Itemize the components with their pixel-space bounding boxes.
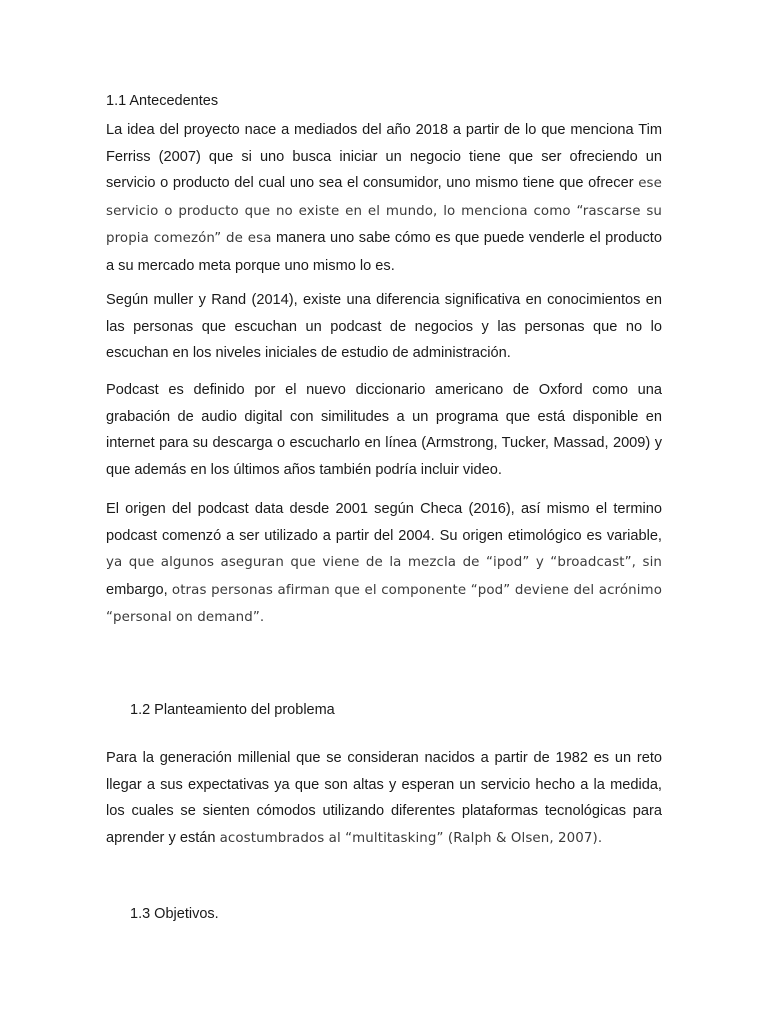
paragraph-text-light: otras personas afirman que el componente “pod” deviene del acrónimo “personal on demand”.	[106, 582, 662, 626]
paragraph-text-light: ese servicio o producto que no existe en el mundo, lo menciona como “rascarse su propia comezón” de esa	[106, 176, 662, 247]
section-heading-antecedentes: 1.1 Antecedentes	[106, 93, 219, 109]
paragraph-text: manera uno sabe cómo es que puede venderle el producto a su mercado meta porque uno mismo lo es.	[106, 230, 662, 274]
paragraph-text: El origen del podcast data desde 2001 según Checa (2016), así mismo el termino podcast comenzó a ser utilizado a partir del 2004. Su origen etimológico es variable,	[106, 501, 662, 544]
paragraph-text: embargo,	[106, 581, 168, 598]
paragraph-antecedentes-1	[106, 117, 662, 280]
paragraph-planteamiento-1	[106, 745, 662, 852]
paragraph-antecedentes-4	[106, 496, 662, 632]
paragraph-text-light: ya que algunos aseguran que viene de la mezcla de “ipod” y “broadcast”, sin	[106, 555, 662, 571]
paragraph-text: La idea del proyecto nace a mediados del año 2018 a partir de lo que menciona Tim Ferriss (2007) que si uno busca iniciar un negocio tiene que ser ofreciendo un servicio o producto del cual uno sea el consumidor, uno mismo tiene que ofrecer	[106, 122, 662, 192]
paragraph-text-light: acostumbrados al “multitasking” (Ralph & Olsen, 2007).	[219, 830, 603, 846]
paragraph-antecedentes-2: Según muller y Rand (2014), existe una diferencia significativa en conocimientos en las personas que escuchan un podcast de negocios y las personas que no lo escuchan en los niveles iniciales de estudio de administración.	[106, 292, 662, 362]
paragraph-text: Para la generación millenial que se consideran nacidos a partir de 1982 es un reto llegar a sus expectativas ya que son altas y esperan un servicio hecho a la medida, los cuales se sienten cómodos utilizando diferentes plataformas tecnológicas para aprender y están	[106, 750, 662, 846]
section-heading-objetivos: 1.3 Objetivos.	[130, 906, 219, 922]
section-heading-planteamiento: 1.2 Planteamiento del problema	[130, 702, 335, 718]
paragraph-antecedentes-3: Podcast es definido por el nuevo diccionario americano de Oxford como una grabación de audio digital con similitudes a un programa que está disponible en internet para su descarga o escucharlo en línea (Armstrong, Tucker, Massad, 2009) y que además en los últimos años también podría incluir video.	[106, 382, 662, 478]
